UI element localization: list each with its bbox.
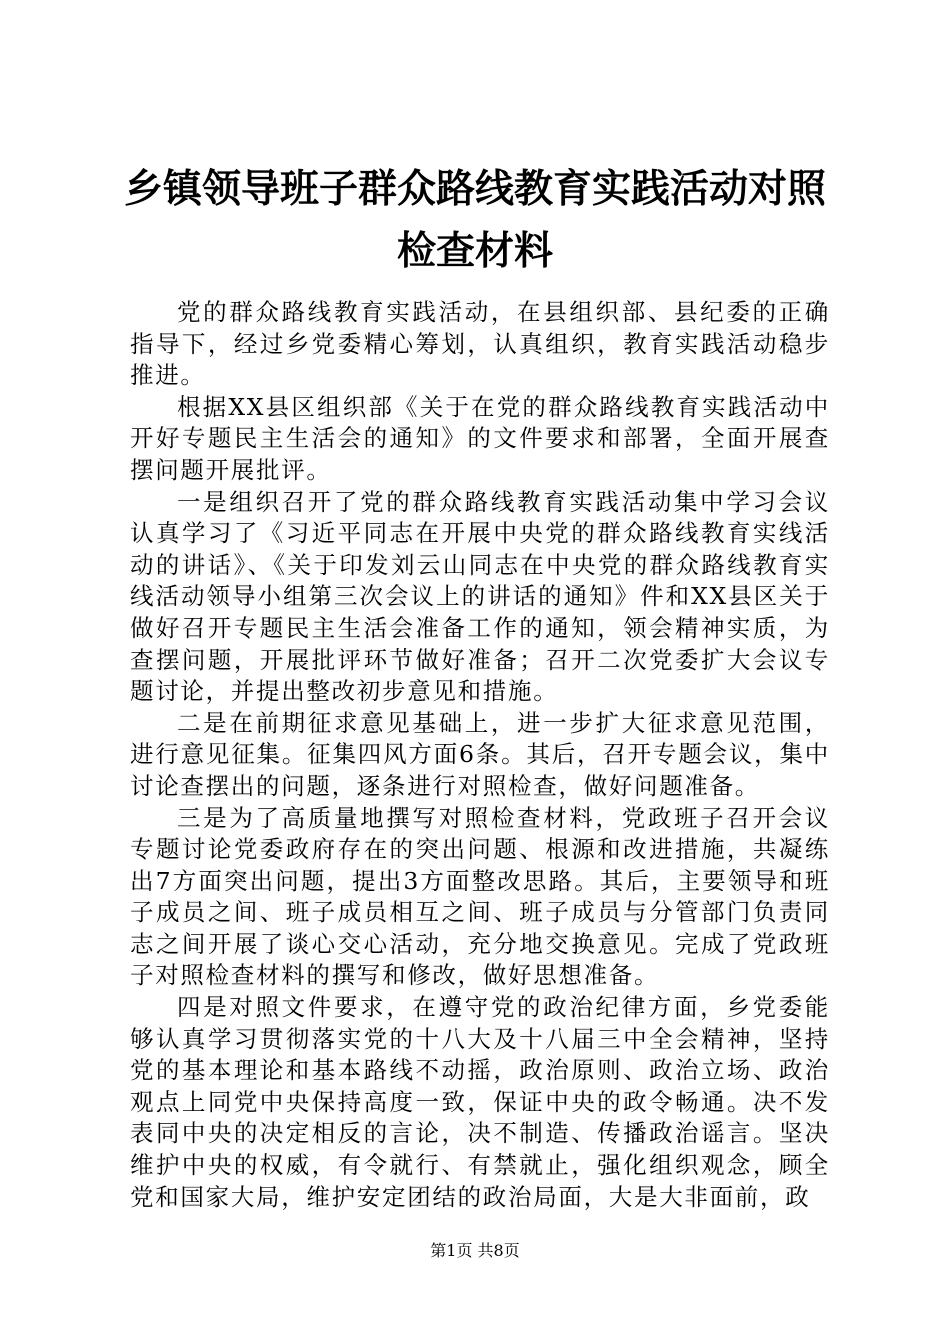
paragraph-second: 二是在前期征求意见基础上，进一步扩大征求意见范围，进行意见征集。征集四风方面6条。其后，召开专题会议，集中讨论查摆出的问题，逐条进行对照检查，做好问题准备。 <box>130 708 830 800</box>
paragraph-fourth: 四是对照文件要求，在遵守党的政治纪律方面，乡党委能够认真学习贯彻落实党的十八大及十八届三中全会精神，坚持党的基本理论和基本路线不动摇，政治原则、政治立场、政治观点上同党中央保持高度一致，保证中央的政令畅通。决不发表同中央的决定相反的言论，决不制造、传播政治谣言。坚决维护中央的权威，有令就行、有禁就止，强化组织观念，顾全党和国家大局，维护安定团结的政治局面，大是大非面前，政 <box>130 993 830 1211</box>
document-title: 乡镇领导班子群众路线教育实践活动对照检查材料 <box>123 166 826 274</box>
paragraph-intro: 党的群众路线教育实践活动，在县组织部、县纪委的正确指导下，经过乡党委精心筹划，认真组织，教育实践活动稳步推进。 <box>130 298 830 390</box>
paragraph-first: 一是组织召开了党的群众路线教育实践活动集中学习会议认真学习了《习近平同志在开展中央党的群众路线教育实线活动的讲话》、《关于印发刘云山同志在中央党的群众路线教育实线活动领导小组第三次会议上的讲话的通知》件和XX县区关于做好召开专题民主生活会准备工作的通知，领会精神实质，为查摆问题，开展批评环节做好准备；召开二次党委扩大会议专题讨论，并提出整改初步意见和措施。 <box>130 487 830 706</box>
paragraph-basis: 根据XX县区组织部《关于在党的群众路线教育实践活动中开好专题民主生活会的通知》的文件要求和部署，全面开展查摆问题开展批评。 <box>130 392 830 484</box>
page-indicator: 第1页 共8页 <box>430 1241 520 1260</box>
document-body <box>130 297 830 1213</box>
paragraph-third: 三是为了高质量地撰写对照检查材料，党政班子召开会议专题讨论党委政府存在的突出问题、根源和改进措施，共凝练出7方面突出问题，提出3方面整改思路。其后，主要领导和班子成员之间、班子成员相互之间、班子成员与分管部门负责同志之间开展了谈心交心活动，充分地交换意见。完成了党政班子对照检查材料的撰写和修改，做好思想准备。 <box>130 803 830 990</box>
page-footer <box>0 1240 950 1262</box>
